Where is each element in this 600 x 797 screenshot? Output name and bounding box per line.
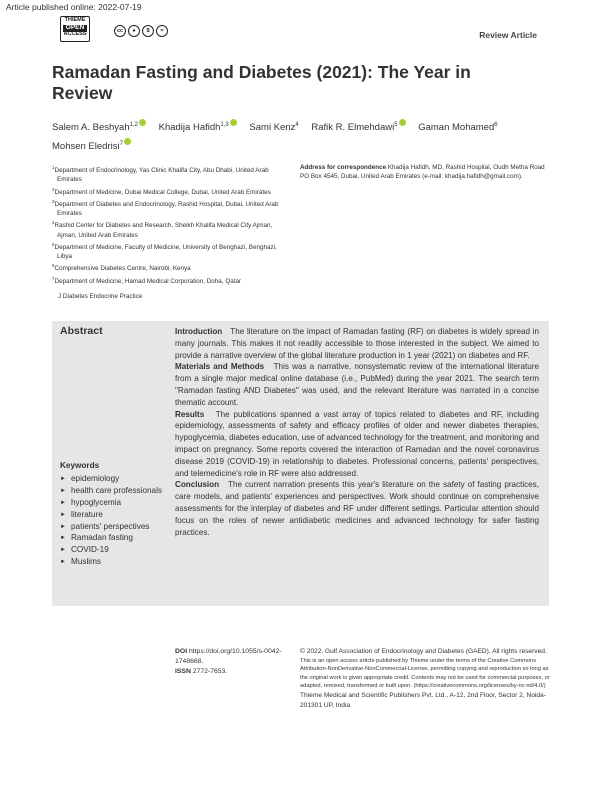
affiliation <box>52 185 292 197</box>
cc-by-icon: ● <box>128 25 140 37</box>
cc-nc-icon: $ <box>142 25 154 37</box>
author-affil-ref: 1,2 <box>129 122 138 128</box>
keywords-list <box>60 473 170 568</box>
abstract-heading: Abstract <box>60 325 103 337</box>
affiliation-number: 4 <box>52 220 55 226</box>
author-name: Khadija Hafidh <box>158 122 221 134</box>
abstract-section-conclusion <box>175 479 539 538</box>
affiliation-text: Department of Medicine, Hamad Medical Corporation, Doha, Qatar <box>54 277 242 285</box>
logo-line-thieme: THIEME <box>64 17 86 23</box>
issn-value: 2772-7653. <box>192 668 228 675</box>
keyword-item: ► Muslims <box>60 556 170 568</box>
doi-label: DOI <box>175 648 188 655</box>
author-name: Sami Kenz <box>249 122 296 134</box>
abstract-section-text: This was a narrative, nonsystematic review of the international literature from a single major medical online database (i.e., PubMed) during the year 2021. The search term "Ramadan fasting AND Diabetes" was used, and the relevant literature was narrated in a concise thematic account. <box>175 362 540 407</box>
abstract-section-text: The publications spanned a vast array of topics related to diabetes and RF, including epidemiology, assessments of safety and efficacy profiles of older and newer diabetes therapies, hypoglycemia, diabetes education, use of advanced technology for the treatment, and monitoring and impact on pregnancy. Some reports covered the interaction of Ramadan and the novel coronavirus disease 2019 (COVID-19) in relationship to diabetes. Professional concerns, patients' perspectives, and telemedicine's role in RF were also addressed. <box>175 409 539 478</box>
orcid-icon[interactable] <box>124 138 131 145</box>
correspondence-address <box>300 163 550 181</box>
publisher-address: Thieme Medical and Scientific Publishers Pvt. Ltd., A-12, 2nd Floor, Sector 2, Noida-201301 UP, India <box>300 691 546 709</box>
keyword-item: ► COVID-19 <box>60 544 170 556</box>
keyword-item: ► patients' perspectives <box>60 521 170 533</box>
affiliation <box>52 274 292 286</box>
doi-link[interactable]: https://doi.org/10.1055/s-0042-1748668. <box>175 648 282 665</box>
affiliation-text: Department of Diabetes and Endocrinology, Rashid Hospital, Dubai, United Arab Emirates <box>54 200 279 218</box>
affiliation-number: 2 <box>52 186 55 192</box>
creative-commons-icons <box>114 25 168 37</box>
abstract-section-introduction <box>175 326 539 361</box>
abstract-section-methods <box>175 361 539 408</box>
thieme-open-access-logo <box>60 16 90 42</box>
issn-label: ISSN <box>175 668 191 675</box>
keyword-item: ► hypoglycemia <box>60 497 170 509</box>
author-list <box>52 117 552 155</box>
author-name: Rafik R. Elmehdawi <box>311 122 395 134</box>
correspondence-label: Address for correspondence <box>300 164 387 171</box>
article-type: Review Article <box>479 30 537 40</box>
affiliation <box>52 218 292 240</box>
affiliation-number: 7 <box>52 275 55 281</box>
orcid-icon[interactable] <box>399 119 406 126</box>
author-affil-ref: 1,3 <box>220 122 229 128</box>
article-title: Ramadan Fasting and Diabetes (2021): The Year in Review <box>52 62 471 103</box>
abstract-section-label: Introduction <box>175 327 223 336</box>
abstract-section-label: Results <box>175 409 205 419</box>
journal-name: J Diabetes Endocrine Practice <box>58 293 143 300</box>
publication-date: Article published online: 2022-07-19 <box>6 2 142 12</box>
author[interactable] <box>311 122 405 133</box>
cc-nd-icon: = <box>156 25 168 37</box>
author-affil-ref: 4 <box>295 122 299 128</box>
correspondence-text: Khadija Hafidh, MD, Rashid Hospital, Oudh Metha Road PO Box 4545, Dubai, United Arab Emirates (e-mail: khadija.hafidh@gmail.com). <box>300 164 545 181</box>
keyword-item: ► health care professionals <box>60 485 170 497</box>
keyword-item: ► Ramadan fasting <box>60 532 170 544</box>
author[interactable] <box>52 122 146 133</box>
logo-line-open: OPEN <box>63 25 87 32</box>
copyright-block <box>300 647 550 711</box>
affiliation <box>52 197 292 219</box>
cc-icon: cc <box>114 25 126 37</box>
orcid-icon[interactable] <box>139 119 146 126</box>
keywords-block <box>60 460 170 568</box>
keyword-item: ► epidemiology <box>60 473 170 485</box>
abstract-section-label: Materials and Methods <box>175 362 265 372</box>
author-name: Mohsen Eledrisi <box>52 141 120 153</box>
author-affil-ref: 7 <box>119 141 123 148</box>
affiliation-number: 5 <box>52 241 55 247</box>
affiliation <box>52 240 292 262</box>
abstract-section-text: The current narration presents this year's literature on the safety of fasting practices, care models, and patients' experiences and perspectives. Work should continue on comprehensive assessments for the interplay of diabetes and RF under different settings. Particular attention should focus on the roles of newer antidiabetic medicines and advanced technology for safer fasting practices. <box>175 480 539 537</box>
author[interactable] <box>249 122 298 133</box>
copyright-line: © 2022. Gulf Association of Endocrinology and Diabetes (GAED). All rights reserved. <box>300 648 547 655</box>
doi-block <box>175 647 285 677</box>
affiliation-text: Comprehensive Diabetes Centre, Nairobi, Kenya <box>54 265 191 273</box>
license-text: This is an open access article published by Thieme under the terms of the Creative Commons Attribution-NonDerivative-NonCommercial-License, permitting copying and reproduction so long as the original work is given appropriate credit. Contents may not be used for commercial purposes, or adapted, remixed, transformed or built upon. (https://creativecommons.org/licenses/by-nc-nd/4.0/) <box>300 658 550 690</box>
abstract-section-text: The literature on the impact of Ramadan fasting (RF) on diabetes is widely spread in many journals. This makes it not readily accessible to those interested in the subject. We aimed to provide a narrative overview of the global literature production in 1 year (2021) on diabetes and RF. <box>175 327 539 360</box>
author-affil-ref: 6 <box>494 122 498 128</box>
affiliation-list <box>52 163 292 286</box>
affiliation-text: Department of Medicine, Faculty of Medicine, University of Benghazi, Benghazi, Libya <box>54 243 277 261</box>
affiliation-text: Department of Endocrinology, Yas Clinic Khalifa City, Abu Dhabi, United Arab Emirates <box>54 167 269 184</box>
affiliation-number: 3 <box>52 198 55 204</box>
orcid-icon[interactable] <box>230 119 237 126</box>
affiliation-text: Department of Medicine, Dubai Medical College, Dubai, United Arab Emirates <box>54 188 271 196</box>
affiliation-text: Rashid Center for Diabetes and Research, Sheikh Khalifa Medical City Ajman, Ajman, United Arab Emirates <box>54 222 273 239</box>
author[interactable] <box>52 141 131 152</box>
affiliation-number: 1 <box>52 165 55 170</box>
affiliation-number: 6 <box>52 263 55 269</box>
logo-line-access: ACCESS <box>63 30 87 37</box>
author[interactable] <box>159 122 237 133</box>
abstract-section-results <box>175 409 539 480</box>
affiliation <box>52 261 292 273</box>
abstract-section-label: Conclusion <box>175 480 220 490</box>
author-affil-ref: 5 <box>394 122 398 128</box>
abstract-body <box>175 326 539 538</box>
author[interactable] <box>418 122 497 133</box>
keywords-heading: Keywords <box>60 461 100 470</box>
author-name: Gaman Mohamed <box>418 122 495 134</box>
keyword-item: ► literature <box>60 509 170 521</box>
author-name: Salem A. Beshyah <box>52 122 130 134</box>
affiliation <box>52 163 292 185</box>
